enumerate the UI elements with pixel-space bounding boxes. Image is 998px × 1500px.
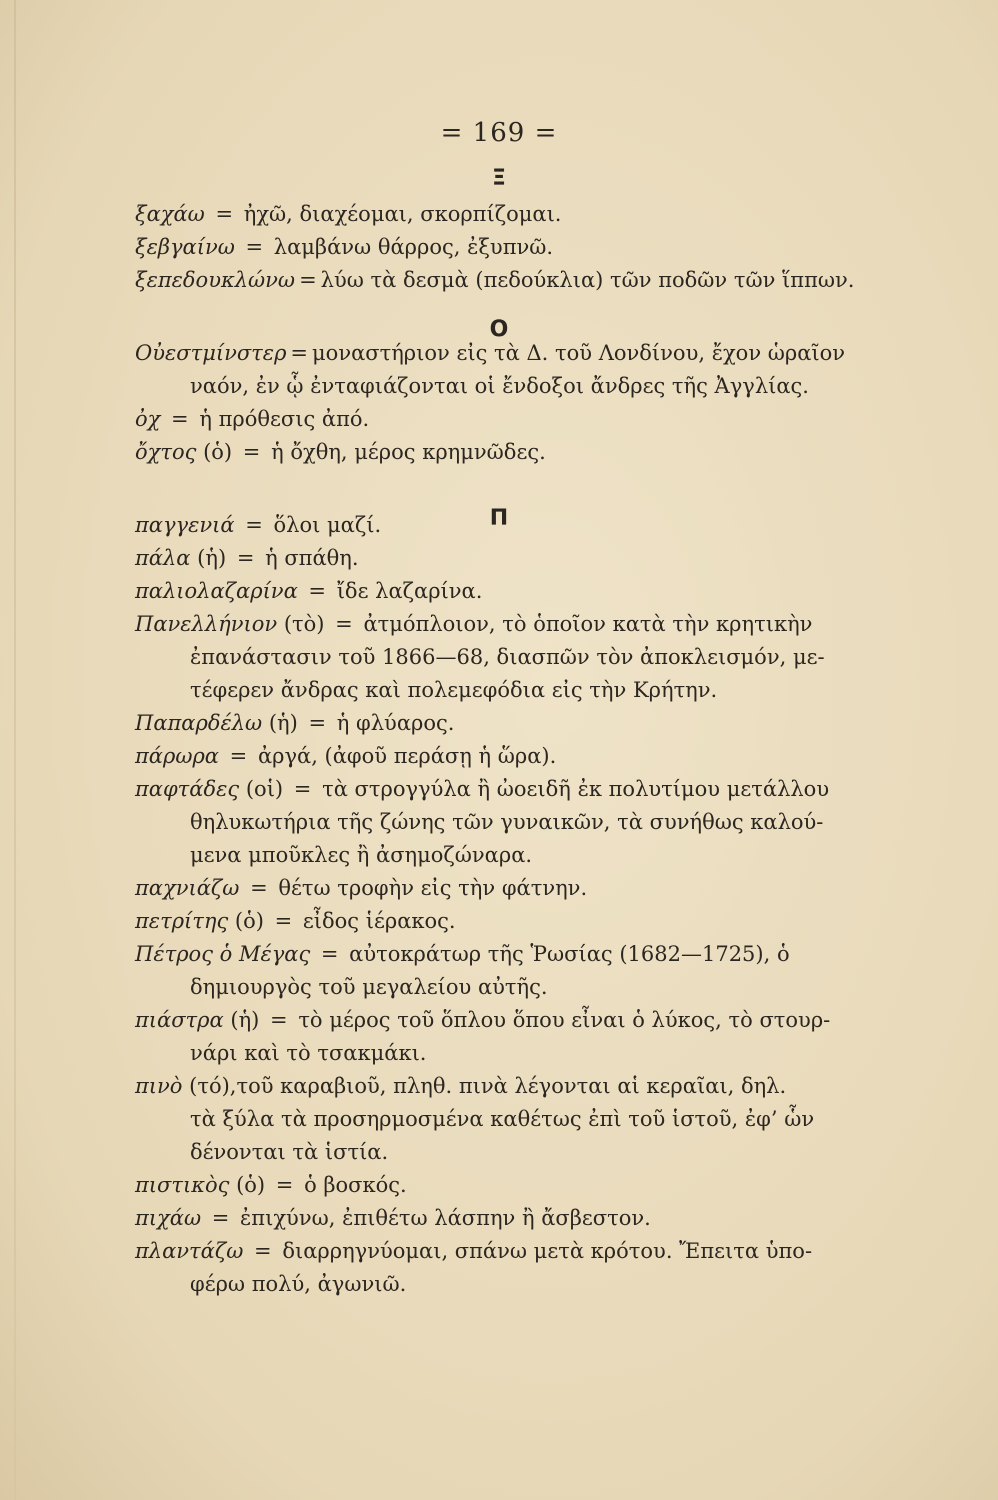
entry: πινὸ (τό),τοῦ καραβιοῦ, πληθ. πινὰ λέγονται αἱ κεραῖαι, δηλ. τὰ ξύλα τὰ προσηρμοσμένα καθέτως ἐπὶ τοῦ ἱστοῦ, ἐφ’ ὧν δένονται τὰ ἱστία. — [135, 1074, 815, 1164]
entry: παφτάδες (οἱ) = τὰ στρογγύλα ἢ ὠοειδῆ ἐκ πολυτίμου μετάλλου θηλυκωτήρια τῆς ζώνης τῶν γυναικῶν, τὰ συνήθως καλού- μενα μποῦκλες ἢ ἀσημοζώναρα. — [135, 777, 830, 867]
entry: πάρωρα = ἀργά, (ἀφοῦ περάσῃ ἡ ὥρα). — [135, 744, 557, 768]
entry: ὀχ = ἡ πρόθεσις ἀπό. — [135, 407, 370, 431]
entry: Παπαρδέλω (ἡ) = ἡ φλύαρος. — [135, 711, 455, 735]
entries — [135, 198, 895, 1301]
entry: παχνιάζω = θέτω τροφὴν εἰς τὴν φάτνην. — [135, 876, 588, 900]
entry: πιχάω = ἐπιχύνω, ἐπιθέτω λάσπην ἢ ἄσβεστον. — [135, 1206, 651, 1230]
entry: πετρίτης (ὁ) = εἶδος ἱέρακος. — [135, 909, 456, 933]
entry: ξεβγαίνω = λαμβάνω θάρρος, ἐξυπνῶ. — [135, 235, 554, 259]
section-letter-xi: Ξ — [492, 166, 506, 191]
entry: παγγενιά = ὅλοι μαζί. — [135, 513, 382, 537]
entry: πλαντάζω = διαρρηγνύομαι, σπάνω μετὰ κρότου. Ἔπειτα ὑπο- φέρω πολύ, ἀγωνιῶ. — [135, 1239, 813, 1296]
page-number: = 169 = — [440, 118, 558, 148]
section-letter-pi: Π — [489, 506, 509, 531]
page-edge — [14, 0, 16, 1500]
entry: Πανελλήνιον (τὸ) = ἀτμόπλοιον, τὸ ὁποῖον κατὰ τὴν κρητικὴν ἐπανάστασιν τοῦ 1866—68, διασπῶν τὸν ἀποκλεισμόν, με- τέφερεν ἄνδρας καὶ πολεμεφόδια εἰς τὴν Κρήτην. — [135, 612, 825, 702]
entry: ξεπεδουκλώνω = λύω τὰ δεσμὰ (πεδούκλια) τῶν ποδῶν τῶν ἵππων. — [135, 268, 855, 292]
section-letter-omicron: Ο — [489, 317, 509, 342]
entry: πιστικὸς (ὁ) = ὁ βοσκός. — [135, 1173, 407, 1197]
entry: ξαχάω = ἠχῶ, διαχέομαι, σκορπίζομαι. — [135, 202, 562, 226]
entry: πάλα (ἡ) = ἡ σπάθη. — [135, 546, 359, 570]
entry: Οὐεστμίνστερ = μοναστήριον εἰς τὰ Δ. τοῦ Λονδίνου, ἔχον ὡραῖον ναόν, ἐν ᾧ ἐνταφιάζονται οἱ ἔνδοξοι ἄνδρες τῆς Ἀγγλίας. — [135, 341, 846, 398]
entry: παλιολαζαρίνα = ἴδε λαζαρίνα. — [135, 579, 483, 603]
entry: πιάστρα (ἡ) = τὸ μέρος τοῦ ὅπλου ὅπου εἶναι ὁ λύκος, τὸ στουρ- νάρι καὶ τὸ τσακμάκι. — [135, 1008, 831, 1065]
entry: Πέτρος ὁ Μέγας = αὐτοκράτωρ τῆς Ῥωσίας (1682—1725), ὁ δημιουργὸς τοῦ μεγαλείου αὐτῆς. — [135, 942, 790, 999]
entry: ὄχτος (ὁ) = ἡ ὄχθη, μέρος κρημνῶδες. — [135, 440, 546, 464]
